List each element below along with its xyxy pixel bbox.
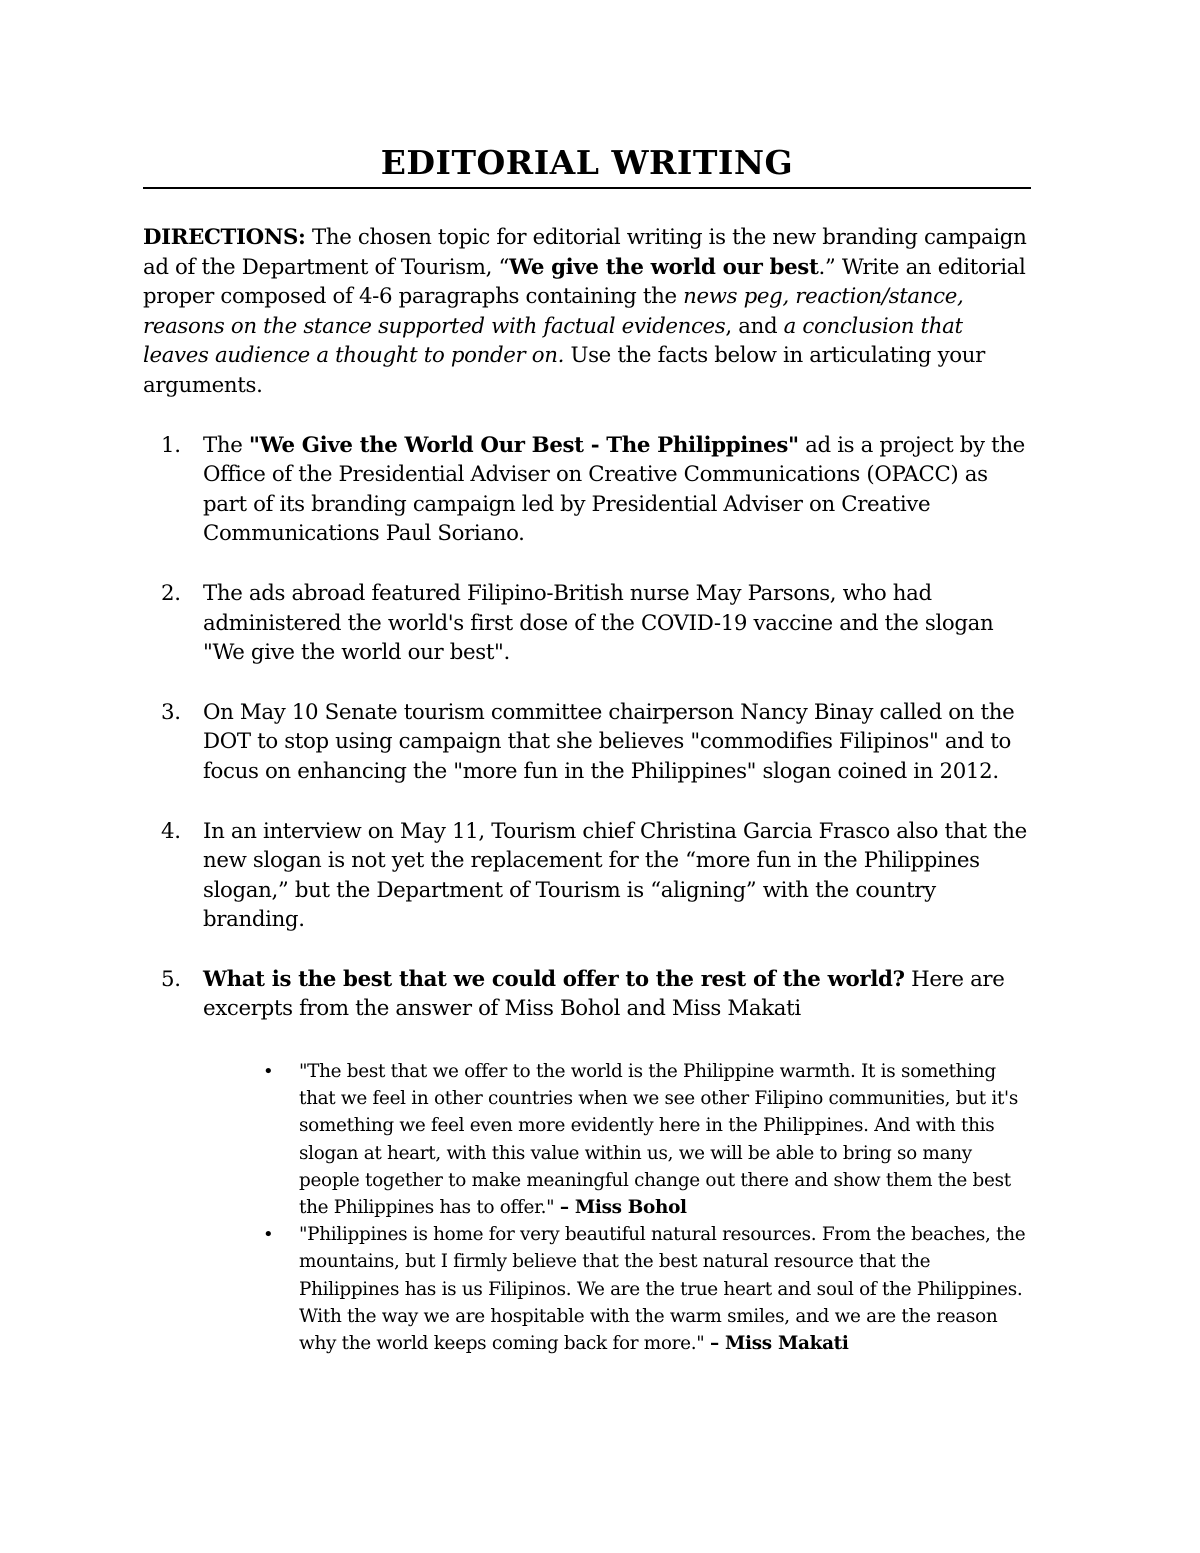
fact-item-3 — [143, 698, 1031, 787]
fact-text-post: ad is a project by the Office of the Presidential Adviser on Creative Communications (OPACC) as part of its branding campaign led by Presidential Adviser on Creative Communications Paul Soriano. — [203, 432, 1025, 547]
bullet-icon: • — [263, 1224, 274, 1246]
quote-text: "Philippines is home for very beautiful natural resources. From the beaches, the mountains, but I firmly believe that the best natural resource that the Philippines has is us Filipinos. We are the true heart and soul of the Philippines. With the way we are hospitable with the warm smiles, and we are the reason why the world keeps coming back for more." — [299, 1224, 1026, 1355]
quote-item-miss-bohol — [203, 1058, 1031, 1221]
bullet-icon: • — [263, 1061, 274, 1083]
fact-text-bold: "We Give the World Our Best - The Philippines" — [248, 432, 799, 458]
fact-number: 4. — [161, 818, 181, 844]
fact-item-4 — [143, 817, 1031, 935]
directions-label: DIRECTIONS: — [143, 225, 306, 250]
page-title: EDITORIAL WRITING — [380, 143, 794, 182]
quote-text: "The best that we offer to the world is the Philippine warmth. It is something that we feel in other countries when we see other Filipino communities, but it's something we feel even more evidently here in the Philippines. And with this slogan at heart, with this value within us, we will be able to bring so many people together to make meaningful change out there and show them the best the Philippines has to offer." — [299, 1061, 1018, 1219]
directions-text-1: The chosen topic for editorial writing is the new branding campaign ad of the Department of Tourism, “ — [143, 225, 1027, 280]
fact-item-5 — [143, 965, 1031, 1357]
directions-text-3: , and — [725, 313, 784, 339]
fact-text-pre: In an interview on May 11, Tourism chief Christina Garcia Frasco also that the new slogan is not yet the replacement for the “more fun in the Philippines slogan,” but the Department of Tourism is “aligning” with the country branding. — [203, 818, 1027, 933]
title-underline — [143, 187, 1031, 189]
fact-text-pre: The — [203, 432, 249, 458]
directions-paragraph — [143, 223, 1031, 401]
fact-item-2 — [143, 579, 1031, 668]
fact-text-bold: What is the best that we could offer to the rest of the world? — [203, 966, 905, 992]
directions-italic-2: a conclusion that leaves audience a thought to ponder on. — [143, 313, 963, 369]
fact-text-pre: The ads abroad featured Filipino-British nurse May Parsons, who had administered the world's first dose of the COVID-19 vaccine and the slogan "We give the world our best". — [203, 580, 994, 666]
quotes-list — [203, 1058, 1031, 1357]
directions-text-2: .” Write an editorial proper composed of 4-6 paragraphs containing the — [143, 254, 1026, 310]
fact-text-post: Here are excerpts from the answer of Miss Bohol and Miss Makati — [203, 966, 1005, 1022]
fact-number: 3. — [161, 699, 181, 725]
directions-text-4: Use the facts below in articulating your arguments. — [143, 343, 985, 398]
quote-item-miss-makati — [203, 1221, 1031, 1357]
fact-number: 5. — [161, 966, 181, 992]
quote-speaker: – Miss Makati — [710, 1333, 849, 1355]
fact-item-1 — [143, 431, 1031, 549]
directions-slogan: We give the world our best — [509, 254, 819, 280]
facts-list — [143, 431, 1031, 1358]
fact-number: 2. — [161, 580, 181, 606]
document-page — [143, 140, 1031, 1387]
directions-italic-1: news peg, reaction/stance, reasons on the stance supported with factual evidences — [143, 284, 964, 339]
fact-number: 1. — [161, 432, 181, 458]
fact-text-pre: On May 10 Senate tourism committee chairperson Nancy Binay called on the DOT to stop using campaign that she believes "commodifies Filipinos" and to focus on enhancing the "more fun in the Philippines" slogan coined in 2012. — [203, 699, 1015, 784]
quote-speaker: – Miss Bohol — [559, 1197, 687, 1219]
